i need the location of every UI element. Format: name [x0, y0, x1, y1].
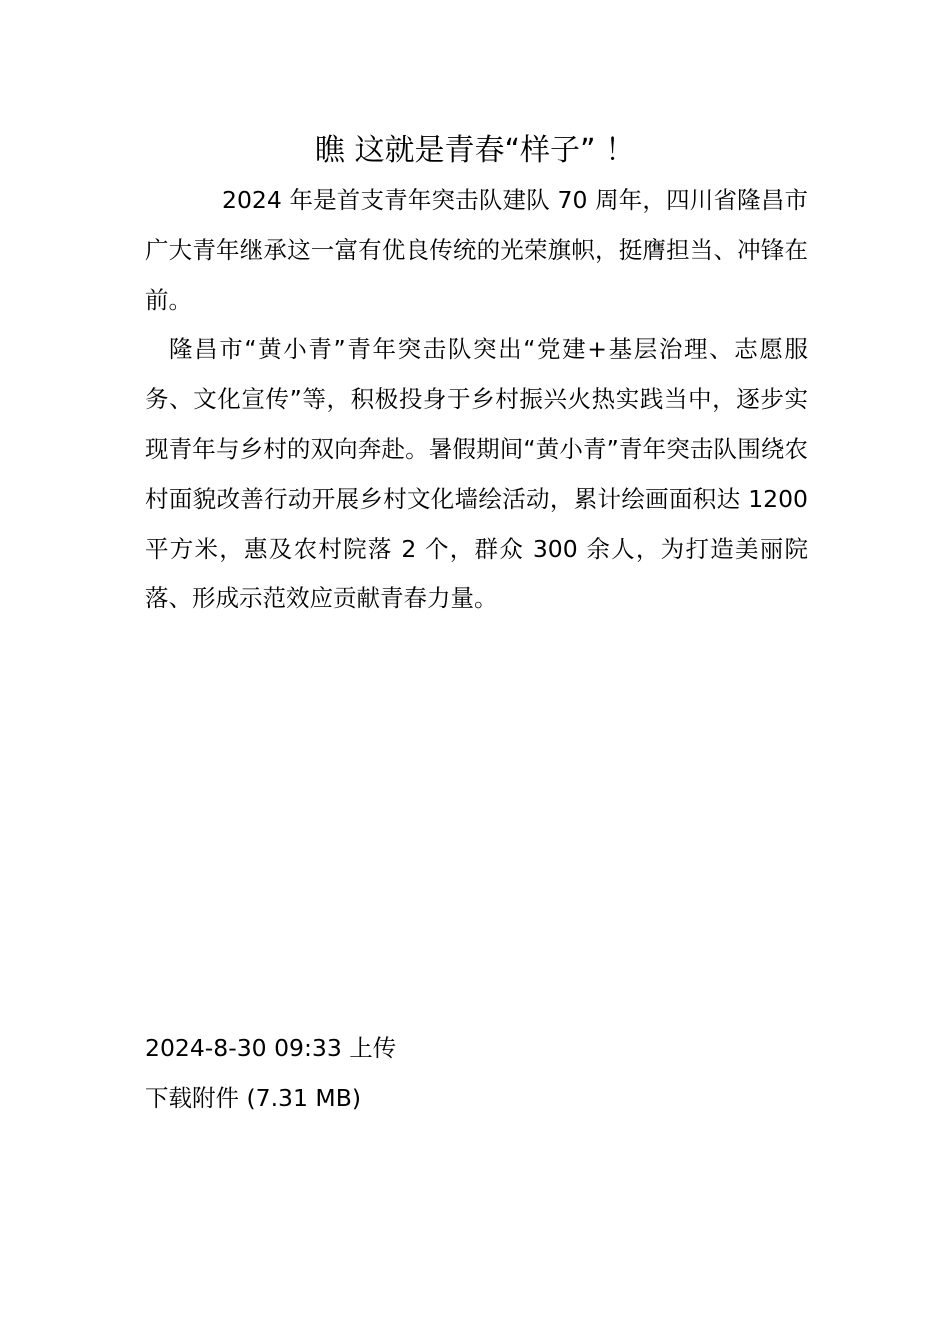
paragraph-intro: 2024 年是首支青年突击队建队 70 周年，四川省隆昌市广大青年继承这一富有优良传统的光荣旗帜，挺膺担当、冲锋在前。	[145, 186, 808, 314]
article-body	[145, 176, 808, 624]
paragraph-details: 隆昌市“黄小青”青年突击队突出“党建+基层治理、志愿服务、文化宣传”等，积极投身于乡村振兴火热实践当中，逐步实现青年与乡村的双向奔赴。暑假期间“黄小青”青年突击队围绕农村面貌改善行动开展乡村文化墙绘活动，累计绘画面积达 1200 平方米，惠及农村院落 2 个，群众 300 余人，为打造美丽院落、形成示范效应贡献青春力量。	[145, 335, 808, 613]
download-attachment-link[interactable]: 下载附件 (7.31 MB)	[145, 1084, 361, 1112]
article-title: 瞧 这就是青春“样子” ！	[314, 133, 636, 168]
upload-timestamp: 2024-8-30 09:33 上传	[145, 1034, 397, 1062]
attachment-meta	[145, 1023, 396, 1123]
